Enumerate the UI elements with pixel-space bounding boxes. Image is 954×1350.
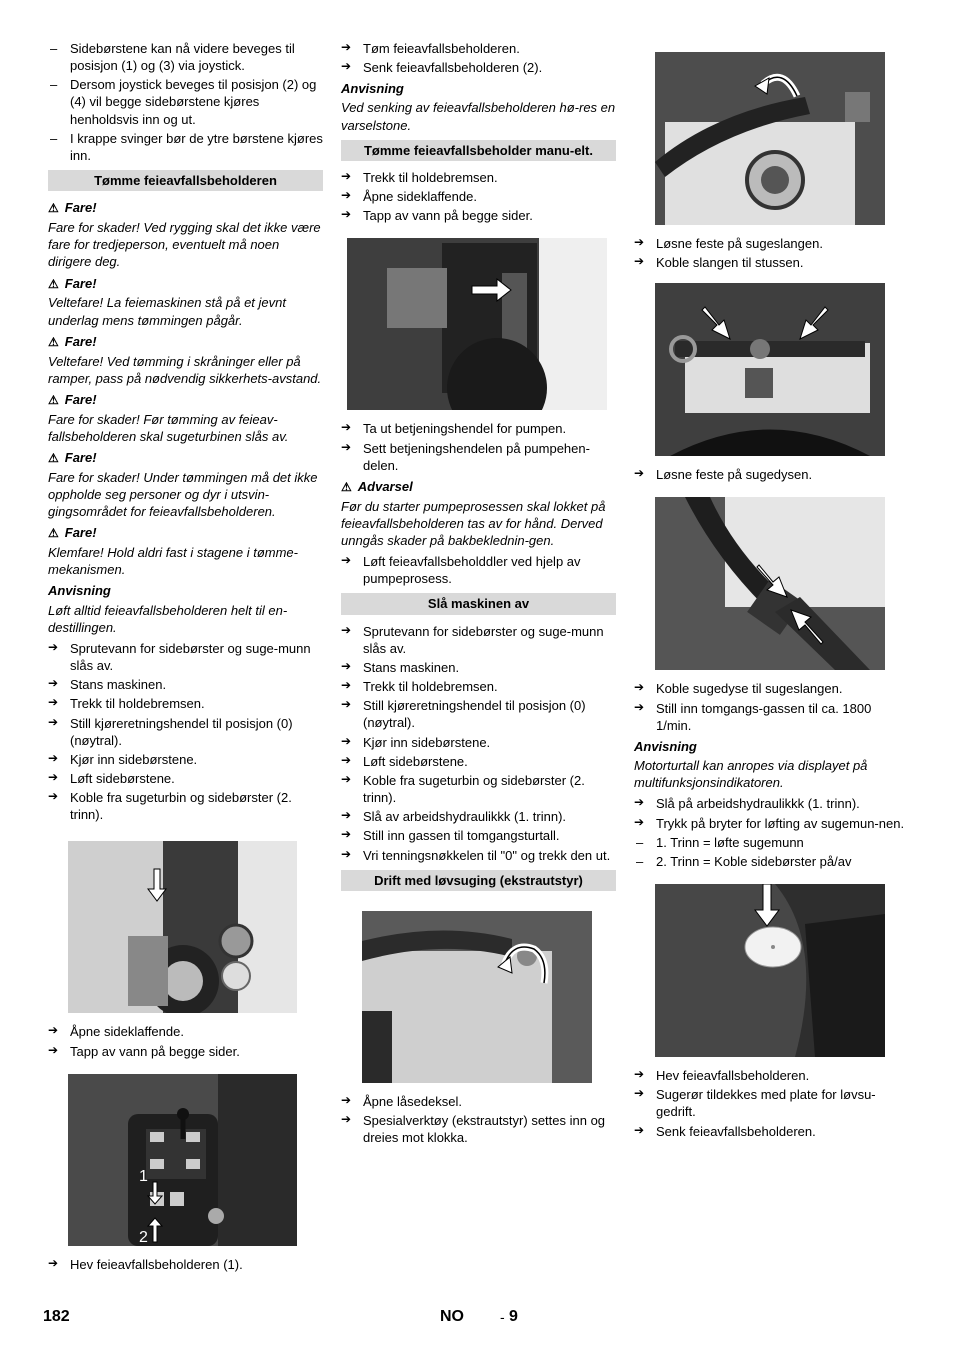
arrow-icon: ➔	[48, 1023, 59, 1038]
step-item: ➔ Trekk til holdebremsen.	[48, 695, 205, 712]
arrow-icon: ➔	[341, 40, 352, 54]
step-item: ➔ Løft sidebørstene.	[341, 752, 468, 769]
arrow-icon: ➔	[48, 789, 59, 804]
step-item: ➔ Koble slangen til stussen.	[634, 254, 804, 271]
step-item: ➔ Still inn gassen til tomgangsturtall.	[341, 827, 560, 844]
photo-nozzle-hose	[655, 497, 885, 670]
warning-text: Fare for skader! Før tømming av feieav-fallsbeholderen skal sugeturbinen slås av.	[48, 411, 289, 444]
dash-bullet: –	[50, 41, 58, 56]
arrow-icon: ➔	[341, 771, 352, 786]
column-3	[634, 52, 909, 1142]
step-item: ➔ Trekk til holdebremsen.	[341, 168, 498, 185]
callout-label-1: 1	[139, 1167, 148, 1185]
photo-control-panel	[68, 1074, 297, 1246]
warning-label: ⚠ Fare!	[48, 391, 97, 407]
photo-illustration	[655, 283, 885, 456]
arrow-icon: ➔	[341, 59, 352, 74]
note-label: Anvisning	[341, 81, 404, 97]
arrow-icon: ➔	[48, 769, 59, 784]
step-item: ➔ Ta ut betjeningshendel for pumpen.	[341, 420, 567, 437]
language-code: NO	[440, 1308, 464, 1325]
step-item: ➔ Sugerør tildekkes med plate for løvsu-gedrift.	[634, 1086, 876, 1120]
arrow-icon: ➔	[341, 207, 352, 222]
arrow-icon: ➔	[634, 814, 645, 829]
arrow-icon: ➔	[48, 1255, 59, 1270]
arrow-icon: ➔	[48, 1042, 59, 1057]
dash-bullet: –	[50, 77, 58, 93]
arrow-icon: ➔	[634, 1067, 645, 1082]
photo-pump-lever	[347, 238, 607, 410]
section-heading: Drift med løvsuging (ekstrautstyr)	[341, 870, 616, 891]
step-item: ➔ Sett betjeningshendelen på pumpehen-delen.	[341, 439, 590, 473]
step-item: ➔ Koble fra sugeturbin og sidebørster (2. trinn).	[341, 771, 585, 806]
arrow-icon: ➔	[341, 752, 352, 767]
step-item: ➔ Trykk på bryter for løfting av sugemun-nen.	[634, 814, 905, 831]
arrow-icon: ➔	[634, 466, 645, 481]
list-item: – Sidebørstene kan nå videre beveges til posisjon (1) og (3) via joystick.	[50, 41, 295, 74]
arrow-icon: ➔	[341, 553, 352, 568]
step-item: ➔ Løft feieavfallsbeholddler ved hjelp av pumpeprosess.	[341, 553, 581, 587]
photo-lock-cover	[362, 911, 592, 1083]
section-heading: Tømme feieavfallsbeholder manu-elt.	[341, 140, 616, 161]
warning-label: ⚠ Advarsel	[341, 478, 413, 494]
arrow-icon: ➔	[341, 678, 352, 693]
dash-bullet: –	[50, 130, 58, 146]
arrow-icon: ➔	[341, 168, 352, 183]
arrow-icon: ➔	[634, 235, 645, 249]
step-item: ➔ Slå på arbeidshydraulikkk (1. trinn).	[634, 795, 860, 812]
note-label: Anvisning	[634, 738, 697, 754]
warning-label: ⚠ Fare!	[48, 449, 97, 465]
step-item: ➔ Åpne sideklaffende.	[341, 188, 477, 205]
step-item: ➔ Senk feieavfallsbeholderen (2).	[341, 59, 543, 76]
photo-nozzle-clamps	[655, 283, 885, 456]
callout-label-2: 2	[139, 1228, 148, 1246]
arrow-icon: ➔	[634, 680, 645, 695]
warning-text: Klemfare! Hold aldri fast i stagene i tømme-mekanismen.	[48, 545, 298, 578]
arrow-icon: ➔	[341, 697, 352, 712]
step-item: ➔ Kjør inn sidebørstene.	[341, 733, 491, 750]
arrow-icon: ➔	[341, 846, 352, 861]
column-2	[341, 40, 616, 1148]
page-number: 182	[43, 1308, 70, 1325]
arrow-icon: ➔	[48, 714, 59, 729]
warning-triangle-icon: ⚠	[341, 479, 352, 494]
photo-illustration	[655, 884, 885, 1057]
step-item: ➔ Åpne låsedeksel.	[341, 1092, 463, 1109]
step-item: ➔ Tøm feieavfallsbeholderen.	[341, 40, 520, 56]
warning-text: Før du starter pumpeprosessen skal lokket på feieavfallsbeholderen tas av for hånd. Derved unngås skader på bakbeklednin-gen.	[341, 498, 606, 549]
arrow-icon: ➔	[634, 1086, 645, 1101]
dash-bullet: –	[636, 853, 644, 869]
step-item: ➔ Hev feieavfallsbeholderen (1).	[48, 1255, 243, 1272]
section-heading: Slå maskinen av	[341, 593, 616, 614]
step-item: ➔ Spesialverktøy (ekstrautstyr) settes inn og dreies mot klokka.	[341, 1111, 606, 1146]
warning-label: ⚠ Fare!	[48, 200, 97, 216]
photo-cover-plate	[655, 884, 885, 1057]
step-item: ➔ Sprutevann for sidebørster og suge-munn slås av.	[341, 622, 604, 656]
arrow-icon: ➔	[341, 622, 352, 637]
warning-triangle-icon: ⚠	[48, 201, 59, 216]
warning-label: ⚠ Fare!	[48, 525, 97, 541]
note-label: Anvisning	[48, 583, 111, 599]
warning-label: ⚠ Fare!	[48, 275, 97, 291]
page-separator: -	[500, 1309, 505, 1325]
step-item: ➔ Vri tenningsnøkkelen til "0" og trekk den ut.	[341, 846, 611, 863]
photo-illustration	[362, 911, 592, 1083]
warning-text: Veltefare! La feiemaskinen stå på et jevnt underlag mens tømmingen pågår.	[48, 295, 286, 328]
step-item: ➔ Løsne feste på sugeslangen.	[634, 235, 823, 251]
arrow-icon: ➔	[341, 1111, 352, 1126]
step-item: ➔ Still kjøreretningshendel til posisjon (0) (nøytral).	[48, 714, 293, 748]
photo-sweeper-side	[68, 841, 297, 1013]
arrow-icon: ➔	[634, 254, 645, 269]
arrow-icon: ➔	[341, 188, 352, 203]
warning-triangle-icon: ⚠	[48, 526, 59, 541]
arrow-icon: ➔	[48, 639, 59, 654]
step-item: ➔ Løft sidebørstene.	[48, 769, 175, 786]
photo-illustration	[655, 497, 885, 670]
step-item: ➔ Stans maskinen.	[341, 658, 460, 675]
note-text: Løft alltid feieavfallsbeholderen helt til en-destillingen.	[48, 602, 288, 635]
warning-label: ⚠ Fare!	[48, 333, 97, 349]
photo-suction-hose	[655, 52, 885, 225]
warning-triangle-icon: ⚠	[48, 392, 59, 407]
warning-triangle-icon: ⚠	[48, 450, 59, 465]
list-item: – 2. Trinn = Koble sidebørster på/av	[636, 853, 852, 869]
step-item: ➔ Slå av arbeidshydraulikkk (1. trinn).	[341, 808, 567, 825]
arrow-icon: ➔	[634, 795, 645, 810]
column-1	[48, 40, 323, 1275]
step-item: ➔ Åpne sideklaffende.	[48, 1023, 184, 1040]
warning-text: Veltefare! Ved tømming i skråninger eller på ramper, pass på nødvendig sikkerhets-avstand.	[48, 353, 322, 386]
list-item: – Dersom joystick beveges til posisjon (2) og (4) vil begge sidebørstene kjøres henholdsvis inn og ut.	[50, 77, 317, 127]
step-item: ➔ Kjør inn sidebørstene.	[48, 750, 198, 767]
photo-illustration	[347, 238, 607, 410]
dash-bullet: –	[636, 834, 644, 850]
note-text: Ved senking av feieavfallsbeholderen hø-res en varselstone.	[341, 100, 616, 133]
warning-triangle-icon: ⚠	[48, 334, 59, 349]
arrow-icon: ➔	[48, 750, 59, 765]
section-heading: Tømme feieavfallsbeholderen	[48, 170, 323, 191]
step-item: ➔ Koble fra sugeturbin og sidebørster (2. trinn).	[48, 789, 292, 823]
step-item: ➔ Tapp av vann på begge sider.	[48, 1042, 240, 1059]
step-item: ➔ Stans maskinen.	[48, 676, 167, 693]
warning-triangle-icon: ⚠	[48, 276, 59, 291]
arrow-icon: ➔	[634, 699, 645, 714]
photo-illustration	[655, 52, 885, 225]
arrow-icon: ➔	[48, 695, 59, 710]
list-item: – I krappe svinger bør de ytre børstene kjøres inn.	[50, 130, 323, 163]
arrow-icon: ➔	[341, 1092, 352, 1107]
arrow-icon: ➔	[341, 420, 352, 435]
arrow-icon: ➔	[341, 733, 352, 748]
list-item: – 1. Trinn = løfte sugemunn	[636, 834, 804, 850]
arrow-icon: ➔	[341, 808, 352, 823]
arrow-icon: ➔	[48, 676, 59, 691]
photo-illustration	[68, 1074, 297, 1246]
step-item: ➔ Still kjøreretningshendel til posisjon (0) (nøytral).	[341, 697, 586, 731]
arrow-icon: ➔	[341, 439, 352, 454]
step-item: ➔ Sprutevann for sidebørster og suge-munn slås av.	[48, 639, 311, 674]
step-item: ➔ Still inn tomgangs-gassen til ca. 1800 1/min.	[634, 699, 872, 733]
step-item: ➔ Løsne feste på sugedysen.	[634, 466, 813, 483]
arrow-icon: ➔	[341, 827, 352, 842]
step-item: ➔ Hev feieavfallsbeholderen.	[634, 1067, 810, 1084]
arrow-icon: ➔	[341, 658, 352, 673]
step-item: ➔ Koble sugedyse til sugeslangen.	[634, 680, 843, 697]
warning-text: Fare for skader! Under tømmingen må det ikke oppholde seg personer og dyr i utsvin-gingsområdet for feieavfallsbeholderen.	[48, 469, 318, 520]
step-item: ➔ Trekk til holdebremsen.	[341, 678, 498, 695]
sub-page-number: 9	[509, 1308, 518, 1325]
step-item: ➔ Senk feieavfallsbeholderen.	[634, 1122, 816, 1139]
step-item: ➔ Tapp av vann på begge sider.	[341, 207, 533, 224]
note-text: Motorturtall kan anropes via displayet på multifunksjonsindikatoren.	[634, 758, 868, 791]
arrow-icon: ➔	[634, 1122, 645, 1137]
warning-text: Fare for skader! Ved rygging skal det ikke være fare for tredjeperson, eventuelt må noen dirigere deg.	[48, 220, 321, 270]
photo-illustration	[68, 841, 297, 1013]
